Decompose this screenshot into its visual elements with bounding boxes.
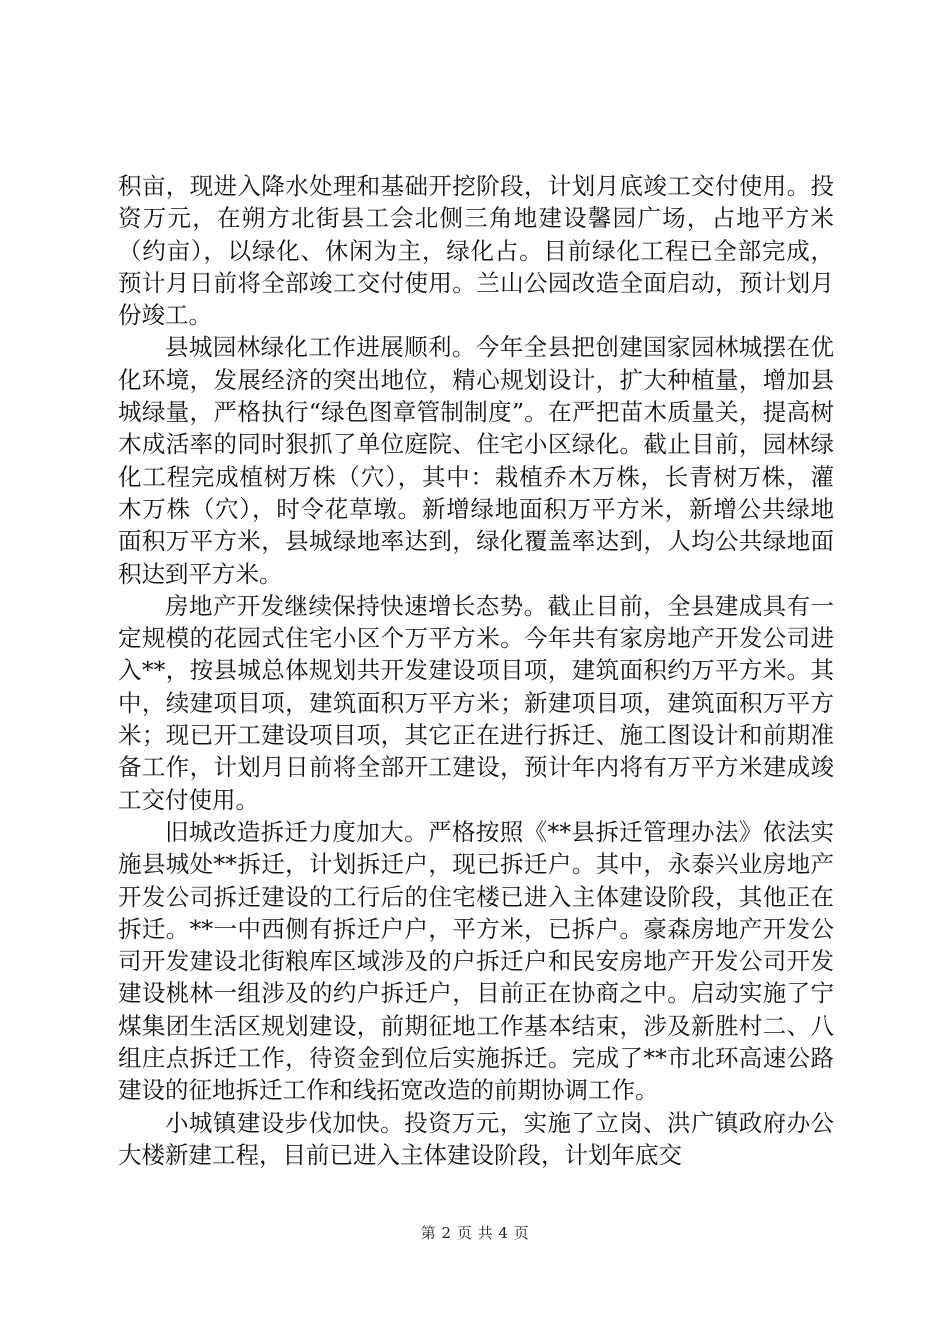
paragraph-small-towns: 小城镇建设步伐加快。投资万元，实施了立岗、洪广镇政府办公大楼新建工程，目前已进入主体建设阶段，计划年底交: [118, 1108, 834, 1169]
paragraph-landscaping: 县城园林绿化工作进展顺利。今年全县把创建国家园林城摆在优化环境，发展经济的突出地位，精心规划设计，扩大种植量，增加县城绿量，严格执行“绿色图章管制制度”。在严把苗木质量关，提高树木成活率的同时狠抓了单位庭院、住宅小区绿化。截止目前，园林绿化工程完成植树万株（穴），其中：栽植乔木万株，长青树万株，灌木万株（穴），时令花草墩。新增绿地面积万平方米，新增公共绿地面积万平方米，县城绿地率达到，绿化覆盖率达到，人均公共绿地面积达到平方米。: [118, 333, 834, 588]
body-text: [118, 170, 834, 1171]
paragraph-real-estate: 房地产开发继续保持快速增长态势。截止目前，全县建成具有一定规模的花园式住宅小区个万平方米。今年共有家房地产开发公司进入**，按县城总体规划共开发建设项目项，建筑面积约万平方米。其中，续建项目项，建筑面积万平方米；新建项目项，建筑面积万平方米；现已开工建设项目项，其它正在进行拆迁、施工图设计和前期准备工作，计划月日前将全部开工建设，预计年内将有万平方米建成竣工交付使用。: [118, 591, 834, 814]
paragraph-continuation: 积亩，现进入降水处理和基础开挖阶段，计划月底竣工交付使用。投资万元，在朔方北街县工会北侧三角地建设馨园广场，占地平方米（约亩），以绿化、休闲为主，绿化占。目前绿化工程已全部完成，预计月日前将全部竣工交付使用。兰山公园改造全面启动，预计划月份竣工。: [118, 172, 834, 330]
page-number-footer: 第 2 页 共 4 页: [420, 1224, 530, 1242]
paragraph-demolition: 旧城改造拆迁力度加大。严格按照《**县拆迁管理办法》依法实施县城处**拆迁，计划拆迁户，现已拆迁户。其中，永泰兴业房地产开发公司拆迁建设的工行后的住宅楼已进入主体建设阶段，其他正在拆迁。**一中西侧有拆迁户户，平方米，已拆户。豪森房地产开发公司开发建设北街粮库区域涉及的户拆迁户和民安房地产开发公司开发建设桃林一组涉及的约户拆迁户，目前正在协商之中。启动实施了宁煤集团生活区规划建设，前期征地工作基本结束，涉及新胜村二、八组庄点拆迁工作，待资金到位后实施拆迁。完成了**市北环高速公路建设的征地拆迁工作和线拓宽改造的前期协调工作。: [118, 817, 834, 1105]
